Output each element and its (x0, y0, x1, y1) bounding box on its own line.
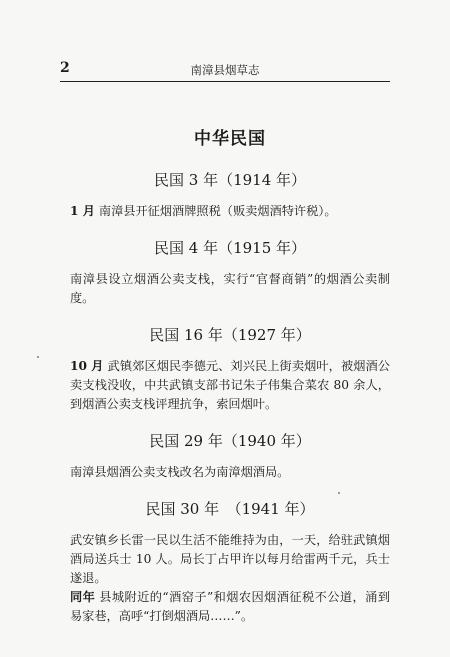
entry-date: 1 月 (70, 204, 95, 218)
year-heading: 民国 16 年（1927 年） (149, 326, 311, 344)
year-heading: 民国 30 年 （1941 年） (145, 500, 315, 518)
section-1914 (70, 169, 390, 221)
entry (70, 463, 390, 482)
chapter-title: 中华民国 (194, 129, 266, 149)
entry (70, 588, 390, 626)
entry-date: 同年 (70, 590, 96, 604)
entry (70, 357, 390, 414)
entry-text: 武安镇乡长雷一民以生活不能维持为由，一天，给驻武镇烟酒局送兵士 10 人。局长丁占甲许以每月给雷两千元，兵士遂退。 (70, 533, 390, 585)
year-heading: 民国 3 年（1914 年） (153, 171, 307, 189)
entry (70, 202, 390, 221)
entry (70, 531, 390, 588)
header-rule (60, 81, 390, 82)
page-header (60, 56, 390, 78)
section-1915 (70, 237, 390, 308)
entry-text: 县城附近的“酒窑子”和烟农因烟酒征税不公道，涌到易家巷，高呼“打倒烟酒局……”。 (70, 590, 391, 623)
scan-speck (338, 492, 340, 494)
entry-text: 南漳县开征烟酒牌照税（贩卖烟酒特许税）。 (98, 204, 337, 218)
year-heading: 民国 4 年（1915 年） (153, 239, 307, 257)
entry-text: 南漳县设立烟酒公卖支栈，实行“官督商销”的烟酒公卖制度。 (70, 272, 390, 305)
entry (70, 270, 390, 308)
scan-speck (37, 356, 39, 358)
entry-text: 南漳县烟酒公卖支栈改名为南漳烟酒局。 (70, 465, 290, 479)
running-title: 南漳县烟草志 (190, 63, 260, 77)
section-1940 (70, 430, 390, 482)
section-1927 (70, 324, 390, 414)
entry-text: 武镇郊区烟民李德元、刘兴民上街卖烟叶，被烟酒公卖支栈没收，中共武镇支部书记朱子伟集合菜农 80 余人，到烟酒公卖支栈评理抗争，索回烟叶。 (70, 359, 390, 411)
section-1941 (70, 498, 390, 626)
year-heading: 民国 29 年（1940 年） (149, 432, 311, 450)
page-number: 2 (60, 60, 70, 76)
entry-date: 10 月 (70, 359, 104, 373)
page-body (70, 124, 390, 626)
